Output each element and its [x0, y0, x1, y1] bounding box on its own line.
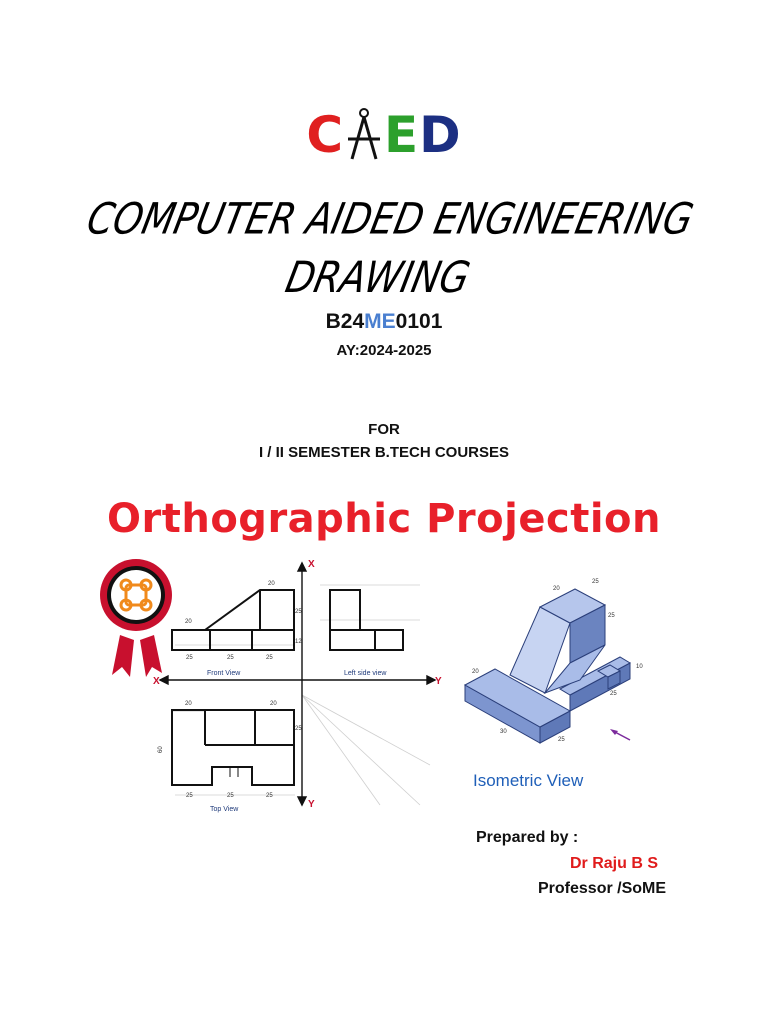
caed-logo — [0, 105, 768, 165]
audience-line-1: FOR — [368, 421, 400, 438]
author-name: Dr Raju B S — [570, 855, 659, 872]
logo-letter-d: D — [419, 106, 462, 164]
dim-iso-10: 10 — [636, 664, 643, 670]
axis-label-x1: X — [308, 559, 315, 570]
dim-iso-20b: 20 — [472, 669, 479, 675]
author-role: Professor /SoME — [538, 880, 667, 897]
dim-front-25b: 25 — [227, 655, 234, 661]
label-front-view: Front View — [207, 670, 241, 677]
isometric-view — [465, 589, 630, 743]
dim-top-20a: 20 — [185, 701, 192, 707]
course-code-prefix: B24 — [325, 310, 365, 333]
dim-iso-25b: 25 — [608, 613, 615, 619]
top-view — [172, 710, 294, 785]
document-title — [0, 189, 768, 307]
projection-axes — [160, 563, 435, 805]
compass-icon — [344, 105, 384, 165]
dim-iso-25d: 25 — [610, 691, 617, 697]
dim-top-25b: 25 — [227, 793, 234, 799]
dim-top-25: 25 — [295, 726, 302, 732]
label-isometric-view: Isometric View — [473, 771, 584, 790]
dim-front-20: 20 — [185, 619, 192, 625]
audience — [0, 418, 768, 464]
orthographic-figure — [90, 545, 690, 825]
dim-iso-20: 20 — [553, 586, 560, 592]
title-line-2: DRAWING — [281, 252, 475, 303]
axis-label-y: Y — [435, 676, 442, 687]
audience-line-2: I / II SEMESTER B.TECH COURSES — [258, 444, 510, 461]
logo-letter-c: C — [306, 106, 345, 164]
course-code — [0, 310, 768, 334]
dim-front-25c: 25 — [266, 655, 273, 661]
dim-top-60: 60 — [158, 746, 164, 753]
dim-front-25: 25 — [295, 609, 302, 615]
label-top-view: Top View — [210, 806, 239, 813]
ribbon-badge-icon — [100, 559, 172, 677]
dim-iso-25c: 25 — [558, 737, 565, 743]
dim-iso-30: 30 — [500, 729, 507, 735]
prepared-by-label: Prepared by : — [476, 829, 579, 846]
dim-front-top-20: 20 — [268, 581, 275, 587]
title-line-1: COMPUTER AIDED ENGINEERING — [82, 193, 698, 244]
logo-letter-e: E — [384, 106, 420, 164]
axis-label-x: X — [153, 676, 160, 687]
course-code-suffix: 0101 — [395, 310, 443, 333]
figure-heading: Orthographic Projection — [107, 496, 661, 542]
dim-front-25a: 25 — [186, 655, 193, 661]
dim-top-20b: 20 — [270, 701, 277, 707]
dim-iso-25: 25 — [592, 579, 599, 585]
axis-label-y1: Y — [308, 799, 315, 810]
academic-year: AY:2024-2025 — [336, 342, 432, 359]
dim-front-12: 12 — [295, 639, 302, 645]
dim-top-25c: 25 — [266, 793, 273, 799]
course-code-highlight: ME — [364, 310, 396, 333]
dim-top-25a: 25 — [186, 793, 193, 799]
label-side-view: Left side view — [344, 670, 387, 677]
